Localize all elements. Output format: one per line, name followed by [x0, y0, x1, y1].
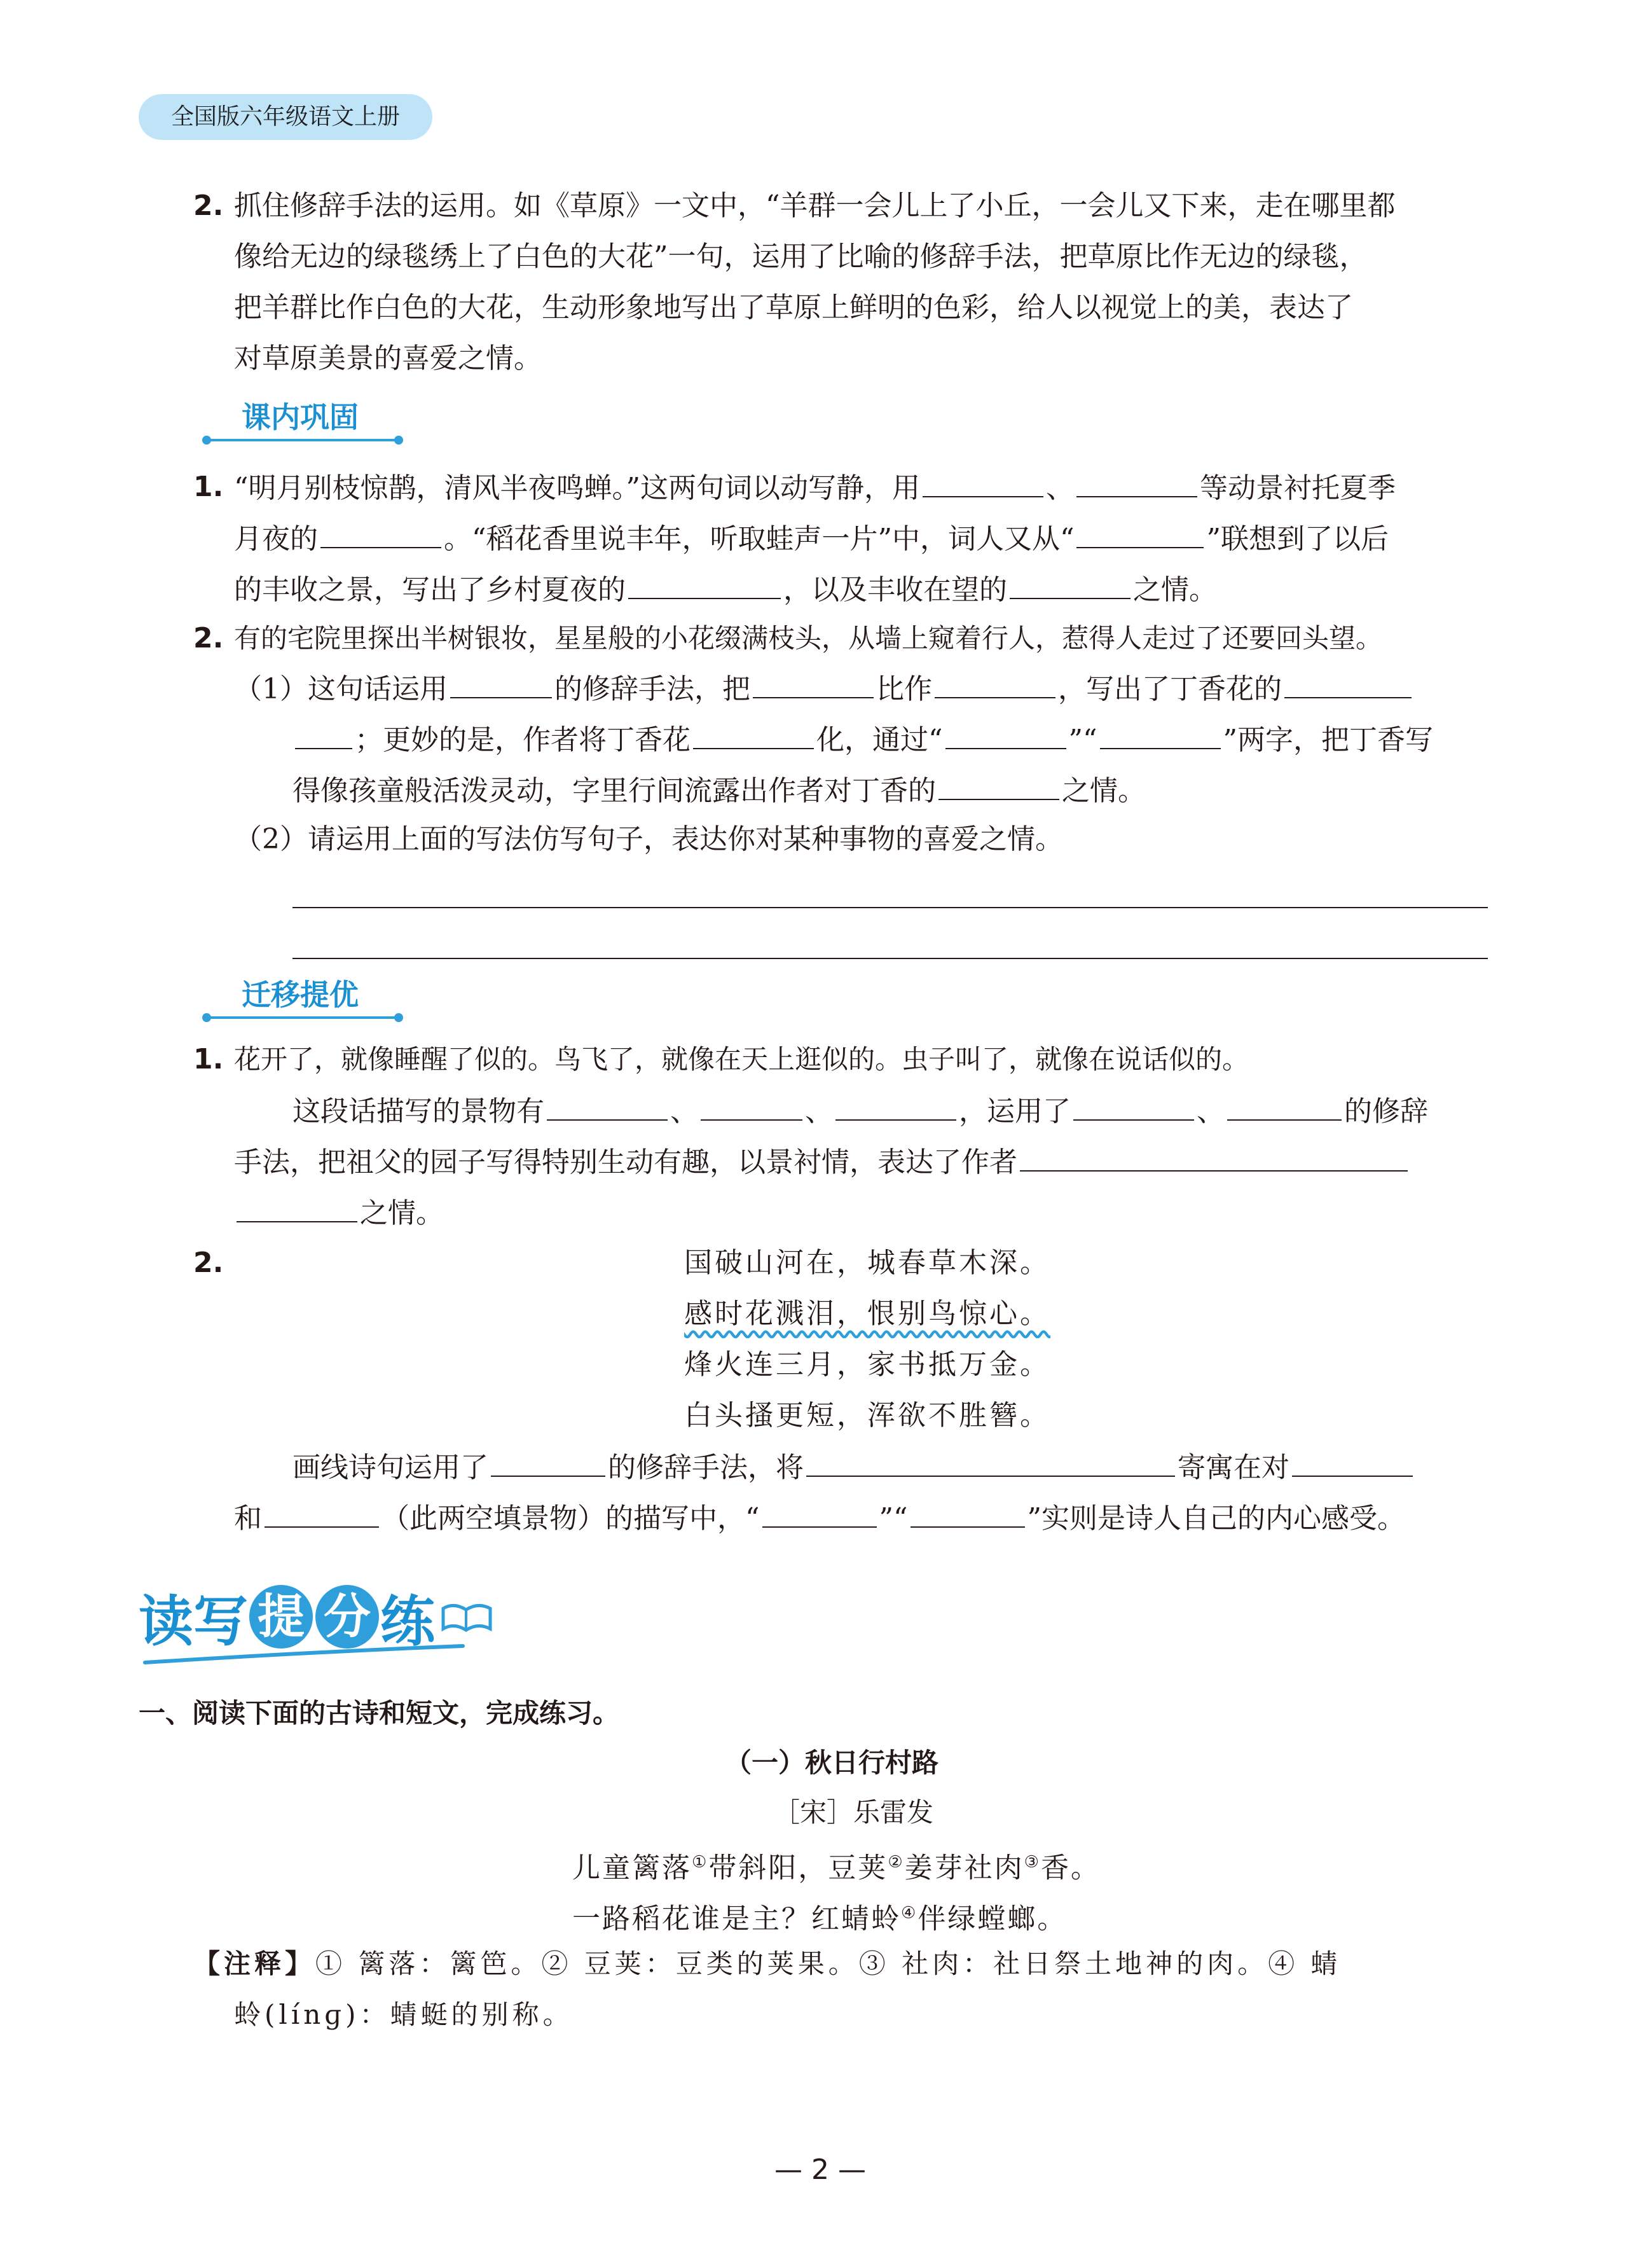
q1-blank-1[interactable] [923, 462, 1043, 497]
q1-blank-3[interactable] [320, 513, 441, 548]
q3-blank-7[interactable] [237, 1187, 357, 1222]
practice-title-swoosh [139, 1643, 469, 1669]
q1-blank-4[interactable] [1076, 513, 1204, 548]
poem-line-b: 一路稻花谁是主？红蜻蛉④伴绿螳螂。 [572, 1902, 1068, 1935]
q4-blank-6[interactable] [911, 1492, 1025, 1528]
q2-blank-7[interactable] [1100, 714, 1221, 749]
q4-line-2: 和 （此两空填景物）的描写中，“ ”“ ”实则是诗人自己的内心感受。 [234, 1492, 1405, 1544]
poem-line-4: 白头搔更短，浑欲不胜簪。 [684, 1399, 1050, 1432]
q1-line-3: 的丰收之景，写出了乡村夏夜的 ，以及丰收在望的 之情。 [234, 564, 1217, 616]
q3-number: 1. [193, 1043, 224, 1075]
q2-blank-8[interactable] [938, 764, 1059, 800]
q2-blank-5[interactable] [693, 714, 814, 749]
intro-line-4: 对草原美景的喜爱之情。 [234, 342, 542, 375]
q1-blank-5[interactable] [628, 564, 781, 599]
answer-line-1[interactable] [292, 907, 1488, 908]
q4-line-1: 画线诗句运用了 的修辞手法，将 寄寓在对 [292, 1441, 1415, 1493]
q4-number: 2. [193, 1247, 224, 1279]
q3-blank-3[interactable] [835, 1085, 956, 1121]
annotation-line-2: 蛉(línɡ)：蜻蜓的别称。 [234, 1999, 574, 2030]
poem-line-3: 烽火连三月，家书抵万金。 [684, 1348, 1050, 1381]
q3-line-3: 手法，把祖父的园子写得特别生动有趣，以景衬情，表达了作者 [234, 1136, 1410, 1188]
section-heading-transfer: 迁移提优 [242, 978, 359, 1012]
section-dot-right [394, 1013, 403, 1022]
section-underline [207, 439, 398, 441]
page-number: — 2 — [774, 2154, 866, 2186]
intro-line-3: 把羊群比作白色的大花，生动形象地写出了草原上鲜明的色彩，给人以视觉上的美，表达了 [234, 291, 1353, 324]
q2-blank-4b[interactable] [295, 714, 352, 749]
q4-blank-2[interactable] [806, 1441, 1175, 1477]
q3-blank-5[interactable] [1227, 1085, 1342, 1121]
q3-sentence: 花开了，就像睡醒了似的。鸟飞了，就像在天上逛似的。虫子叫了，就像在说话似的。 [234, 1044, 1249, 1075]
q2-part1-line3: 得像孩童般活泼灵动，字里行间流露出作者对丁香的 之情。 [292, 764, 1146, 817]
q2-part2-prompt: （2）请运用上面的写法仿写句子，表达你对某种事物的喜爱之情。 [234, 823, 1063, 855]
q2-sentence: 有的宅院里探出半树银妆，星星般的小花缀满枝头，从墙上窥着行人，惹得人走过了还要回头望。 [234, 623, 1383, 654]
q1-blank-6[interactable] [1010, 564, 1131, 599]
section-heading-consolidate: 课内巩固 [242, 400, 359, 434]
reading-instruction: 一、阅读下面的古诗和短文，完成练习。 [139, 1698, 620, 1729]
q4-blank-3[interactable] [1292, 1441, 1413, 1477]
q4-blank-1[interactable] [491, 1441, 605, 1477]
poem-author: ［宋］乐雷发 [773, 1797, 934, 1828]
answer-line-2[interactable] [292, 958, 1488, 959]
q2-blank-2[interactable] [753, 663, 874, 698]
q3-blank-1[interactable] [547, 1085, 668, 1121]
q3-line-4: 之情。 [234, 1187, 444, 1239]
intro-line-1: 抓住修辞手法的运用。如《草原》一文中，“羊群一会儿上了小丘，一会儿又下来，走在哪里都 [234, 190, 1396, 222]
intro-line-2: 像给无边的绿毯绣上了白色的大花”一句，运用了比喻的修辞手法，把草原比作无边的绿毯， [234, 240, 1368, 273]
poem-line-1: 国破山河在，城春草木深。 [684, 1247, 1050, 1279]
poem-title: （一）秋日行村路 [725, 1747, 939, 1778]
poem-line-2: 感时花溅泪，恨别鸟惊心。 [684, 1297, 1050, 1330]
q1-line-2: 月夜的 。“稻花香里说丰年，听取蛙声一片”中，词人又从“ ”联想到了以后 [234, 513, 1389, 565]
q2-blank-4[interactable] [1284, 663, 1412, 698]
book-title-badge: 全国版六年级语文上册 [139, 94, 432, 140]
q2-blank-3[interactable] [935, 663, 1055, 698]
section-dot-left [202, 1013, 211, 1022]
q3-blank-2[interactable] [701, 1085, 802, 1121]
q2-blank-1[interactable] [450, 663, 552, 698]
q2-part1-line2: ；更妙的是，作者将丁香花 化，通过“ ”“ ”两字，把丁香写 [292, 714, 1433, 766]
q3-blank-4[interactable] [1073, 1085, 1194, 1121]
intro-number: 2. [193, 190, 224, 222]
q3-line-2: 这段话描写的景物有 、 、 ，运用了 、 的修辞 [292, 1085, 1428, 1137]
q4-blank-5[interactable] [762, 1492, 877, 1528]
practice-title: 读写 提 分 练 [139, 1577, 495, 1656]
q1-blank-2[interactable] [1076, 462, 1197, 497]
section-dot-left [202, 436, 211, 445]
poem-line-a: 儿童篱落①带斜阳，豆荚②姜芽社肉③香。 [572, 1851, 1101, 1884]
open-book-icon [438, 1594, 495, 1639]
q1-number: 1. [193, 471, 224, 503]
q2-blank-6[interactable] [945, 714, 1066, 749]
q2-number: 2. [193, 622, 224, 654]
q2-part1-line1: （1）这句话运用 的修辞手法，把 比作 ，写出了丁香花的 [234, 663, 1414, 715]
annotation-line-1: 【注释】① 篱落：篱笆。② 豆荚：豆类的荚果。③ 社肉：社日祭土地神的肉。④ 蜻 [193, 1948, 1342, 1979]
q4-blank-4[interactable] [265, 1492, 379, 1528]
q3-blank-6[interactable] [1020, 1136, 1408, 1172]
section-underline [207, 1016, 398, 1019]
q1-line-1: “明月别枝惊鹊，清风半夜鸣蝉。”这两句词以动写静，用 、 等动景衬托夏季 [234, 462, 1396, 514]
section-dot-right [394, 436, 403, 445]
